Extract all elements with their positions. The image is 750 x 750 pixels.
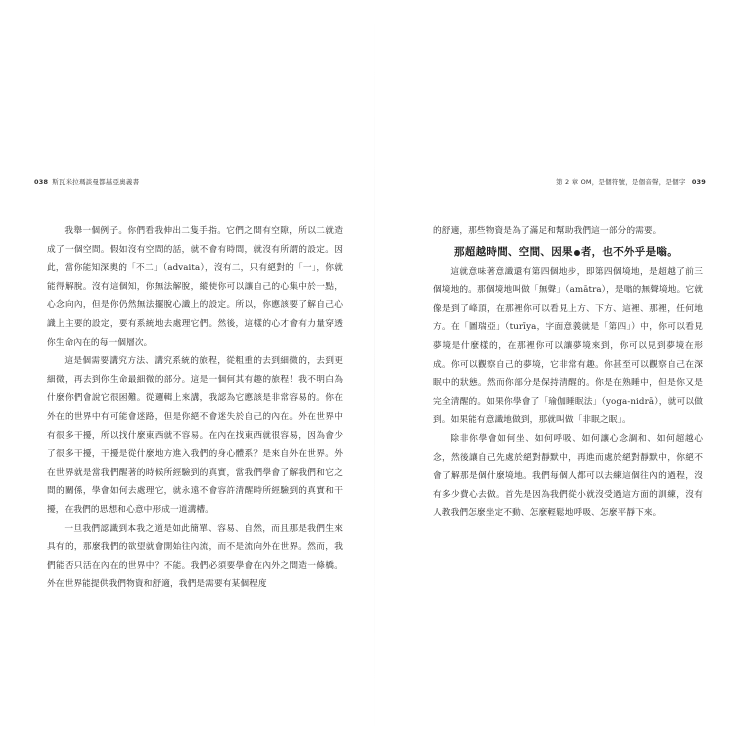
left-paragraph-3: 一旦我們認識到本我之道是如此簡單、容易、自然，而且那是我們生來具有的，那麼我們的欲望就會開始往內流，而不是流向外在世界。然而，我們能否只活在內在的世界中？不能。我們必須要學會在內外之間造一條橋。外在世界能提供我們物資和舒適，我們是需要有某個程度	[47, 523, 343, 590]
subheading-text-start: 那超越時間、空間、因果	[454, 245, 573, 258]
right-chapter-label: 第 2 章	[556, 178, 579, 186]
right-paragraph-2: 除非你學會如何坐、如何呼吸、如何讓心念調和、如何超越心念，然後讓自己先處於絕對靜默中，再進而處於絕對靜默中，你絕不會了解那是個什麼境地。我們每個人都可以去練這個往內的過程，沒有多少費心去做。首先是因為我們從小就沒受過這方面的訓練，沒有人教我們怎麼坐定不動、怎麼輕鬆地呼吸、怎麼平靜下來。	[433, 433, 703, 519]
right-chapter-title: OM，是個符號，是個音聲，是個字	[580, 178, 686, 186]
left-book-title: 斯瓦米拉瑪談曼都基亞奧義書	[52, 178, 140, 186]
right-lead-paragraph: 的舒適，那些物資是為了滿足和幫助我們這一部分的需要。	[433, 226, 662, 236]
left-body-text	[47, 222, 343, 594]
right-body-text	[433, 222, 703, 523]
left-running-head	[30, 177, 139, 186]
section-subheading	[433, 241, 703, 263]
left-paragraph-2: 這是個需要講究方法、講究系統的旅程，從粗重的去到細微的，去到更細微，再去到你生命最細微的部分。這是一個何其有趣的旅程！我不明白為什麼你們會說它很困難。從邏輯上來講，我認為它應該是非常容易的。你在外在的世界中有可能會迷路，但是你絕不會迷失於自己的內在。外在世界中有很多干擾，所以找什麼東西就不容易。在內在找東西就很容易，因為會少了很多干擾，干擾是從什麼地方進入我們的身心體系？是來自外在世界。外在世界就是當我們醒著的時候所經驗到的真實，當我們學會了解我們和它之間的關係，學會如何去處理它，就永遠不會容許清醒時所經驗到的真實和干擾，在我們的思想和心意中形成一道溝槽。	[47, 356, 343, 515]
left-page-number: 038	[34, 178, 49, 186]
right-page-number: 039	[691, 178, 706, 186]
right-paragraph-1: 這就意味著意識還有第四個地步，即第四個境地，是超越了前三個境地的。那個境地叫做「無聲」（amātra），是嗡的無聲境地。它就像是到了峰頂，在那裡你可以看見上方、下方、這裡、那裡，任何地方。在「圖瑞亞」（turīya，字面意義就是「第四」）中，你可以看見夢境是什麼樣的，在那裡你可以讓夢境來到，你可以見到夢境在形成。你可以觀察自己的夢境，它非常有趣。你甚至可以觀察自己在深眠中的狀態。然而你部分是保持清醒的。你是在熟睡中，但是你又是完全清醒的。如果你學會了「瑜伽睡眠法」（yoga-nidrā），就可以做到。如果能有意識地做到，那就叫做「非眠之眠」。	[433, 266, 703, 426]
right-running-head	[556, 177, 710, 186]
subheading-text-end: 者，也不外乎是嗡。	[580, 245, 679, 258]
right-page	[375, 0, 750, 750]
left-paragraph-1: 我舉一個例子。你們看我伸出二隻手指。它們之間有空隙，所以二就造成了一個空間。假如沒有空間的話，就不會有時間，就沒有所謂的設定。因此，當你能知深奧的「不二」（advaita），沒有二，只有絕對的「一」，你就能得解脫。沒有這個知，你無法解脫，縱使你可以讓自己的心集中於一點，心念向內，但是你仍然無法擺脫心識上的設定。所以，你應該要了解自己心識上主要的設定，要有系統地去處理它們。然後，這樣的心才會有力量穿透你生命內在的每一個層次。	[47, 226, 343, 348]
footnote-marker-icon	[574, 250, 580, 256]
